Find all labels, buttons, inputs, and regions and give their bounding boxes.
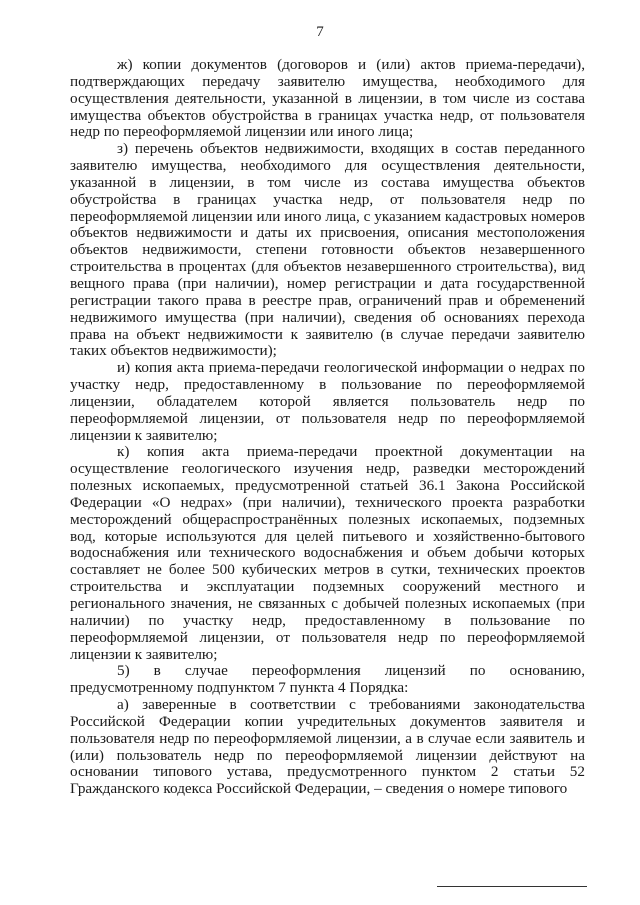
page-number: 7 xyxy=(316,24,324,40)
paragraph-item-5: 5) в случае переоформления лицензий по основанию, предусмотренному подпунктом 7 пункта 4 Порядка: xyxy=(70,662,585,697)
paragraph-i: и) копия акта приема-передачи геологической информации о недрах по участку недр, предоставленному в пользование по переоформляемой лицензии, обладателем которой является пользователь недр по переоформляемой лицензии, от пользователя недр по переоформляемой лицензии к заявителю; xyxy=(70,359,585,444)
paragraph-k: к) копия акта приема-передачи проектной документации на осуществление геологического изучения недр, разведки месторождений полезных ископаемых, предусмотренной статьей 36.1 Закона Российской Федерации «О недрах» (при наличии), технического проекта разработки месторождений общераспространённых полезных ископаемых, подземных вод, которые используются для целей питьевого и хозяйственно-бытового водоснабжения или технического водоснабжения и объем добычи которых составляет не более 500 кубических метров в сутки, технических проектов строительства и эксплуатации подземных сооружений местного и регионального значения, не связанных с добычей полезных ископаемых (при наличии) по участку недр, предоставленному в пользование по переоформляемой лицензии, от пользователя недр по переоформляемой лицензии к заявителю; xyxy=(70,443,585,663)
footer-divider xyxy=(437,886,587,887)
paragraph-a: а) заверенные в соответствии с требованиями законодательства Российской Федерации копии учредительных документов заявителя и пользователя недр по переоформляемой лицензии, а в случае если заявитель и (или) пользователь недр по переоформляемой лицензии действуют на основании типового устава, предусмотренного пунктом 2 статьи 52 Гражданского кодекса Российской Федерации, – сведения о номере типового xyxy=(70,696,585,798)
paragraph-zh: ж) копии документов (договоров и (или) актов приема-передачи), подтверждающих передачу заявителю имущества, необходимого для осуществления деятельности, указанной в лицензии, в том числе из состава имущества объектов обустройства в границах участка недр, от пользователя недр по переоформляемой лицензии или иного лица; xyxy=(70,56,585,141)
paragraph-z: з) перечень объектов недвижимости, входящих в состав переданного заявителю имущества, необходимого для осуществления деятельности, указанной в лицензии, в том числе из состава имущества объектов обустройства в границах участка недр, от пользователя недр по переоформляемой лицензии или иного лица, с указанием кадастровых номеров объектов недвижимости и даты их присвоения, описания местоположения объектов недвижимости, степени готовности объектов незавершенного строительства в процентах (для объектов незавершенного строительства), вид вещного права (при наличии), номер регистрации и дата государственной регистрации такого права в реестре прав, ограничений прав и обременений недвижимого имущества (при наличии), сведения об основаниях перехода права на объект недвижимости к заявителю (в случае передачи заявителю таких объектов недвижимости); xyxy=(70,140,585,360)
document-body xyxy=(70,57,585,798)
